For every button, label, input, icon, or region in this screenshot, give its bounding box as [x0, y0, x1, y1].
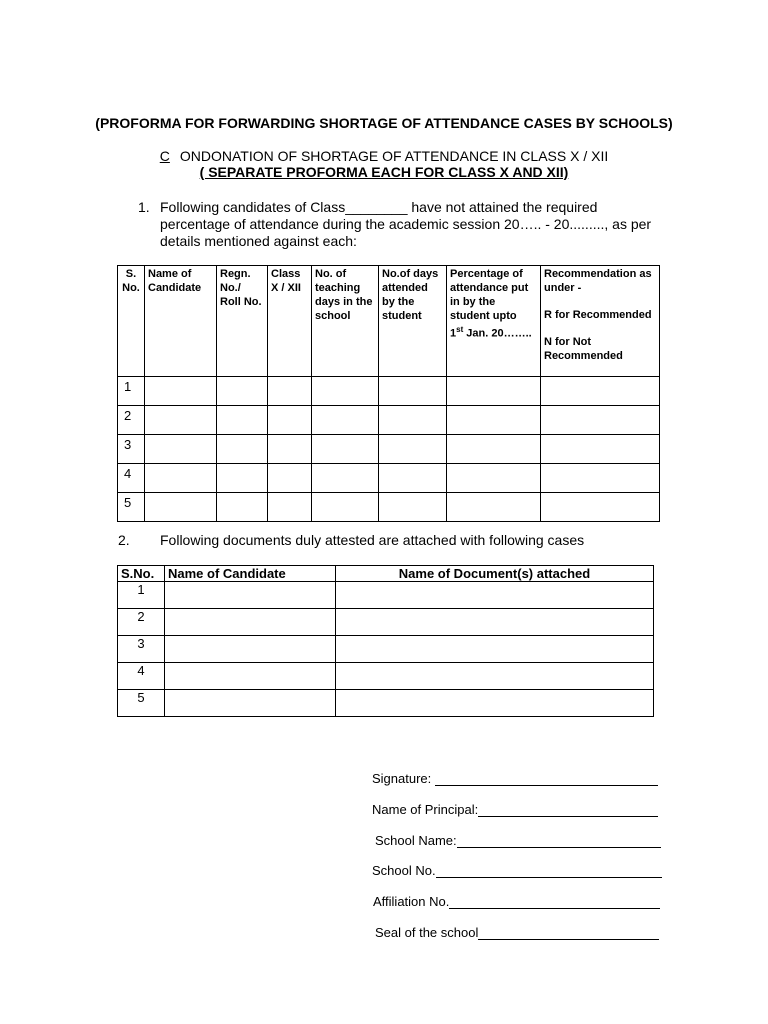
table-row: 3 — [118, 435, 660, 464]
table-row: 2 — [118, 406, 660, 435]
principal-label: Name of Principal: — [372, 802, 479, 817]
school-no-field — [372, 863, 662, 878]
section-2-number: 2. — [118, 532, 130, 548]
attendance-table — [117, 265, 660, 522]
seal-field — [375, 925, 659, 940]
document-subtitle-2: ( SEPARATE PROFORMA EACH FOR CLASS X AND XII) — [199, 164, 569, 180]
section-1-text: Following candidates of Class________ have not attained the required percentage of attendance during the academic session 20….. - 20........., as per details mentioned against each: — [160, 199, 652, 249]
col-percentage-label: Percentage of attendance put in by the student upto — [450, 268, 529, 322]
col-teaching-days: No. of teaching days in the school — [312, 266, 379, 377]
table-row: 1 — [118, 582, 654, 609]
table-row: 4 — [118, 464, 660, 493]
school-no-line[interactable] — [436, 865, 662, 878]
principal-field — [372, 802, 658, 817]
signature-field — [372, 771, 658, 786]
col-recommendation-label: Recommendation as under - — [544, 268, 652, 294]
school-name-label: School Name: — [375, 833, 457, 848]
seal-label: Seal of the school — [375, 925, 479, 940]
col-percentage-date: 1st Jan. 20…….. — [450, 325, 532, 340]
col-recommendation — [541, 266, 660, 377]
school-no-label: School No. — [372, 863, 436, 878]
col-candidate-name: Name of Candidate — [145, 266, 217, 377]
signature-label: Signature: — [372, 771, 432, 786]
recommended-key: R for Recommended — [544, 309, 652, 321]
table-row: 5 — [118, 690, 654, 717]
table-row: 2 — [118, 609, 654, 636]
affiliation-label: Affiliation No. — [373, 894, 450, 909]
section-1-number: 1. — [138, 199, 150, 215]
school-name-field — [375, 833, 661, 848]
table-row: 3 — [118, 636, 654, 663]
documents-table — [117, 565, 654, 717]
col-regn-no: Regn. No./ Roll No. — [217, 266, 268, 377]
col-days-attended: No.of days attended by the student — [379, 266, 447, 377]
subtitle-text: ONDONATION OF SHORTAGE OF ATTENDANCE IN CLASS X / XII — [179, 148, 609, 164]
col-class: Class X / XII — [268, 266, 312, 377]
col-sno: S.No. — [118, 566, 165, 582]
subtitle-initial: C — [159, 148, 170, 164]
table-row: 4 — [118, 663, 654, 690]
documents-table-header — [118, 566, 654, 582]
affiliation-field — [373, 894, 660, 909]
col-candidate-name: Name of Candidate — [165, 566, 336, 582]
school-name-line[interactable] — [457, 835, 661, 848]
seal-line[interactable] — [478, 927, 659, 940]
not-recommended-key: N for Not Recommended — [544, 336, 623, 362]
affiliation-line[interactable] — [449, 896, 660, 909]
attendance-table-header — [118, 266, 660, 377]
principal-line[interactable] — [478, 804, 658, 817]
document-subtitle — [0, 148, 768, 164]
signature-line[interactable] — [435, 773, 658, 786]
table-row: 5 — [118, 493, 660, 522]
document-title: (PROFORMA FOR FORWARDING SHORTAGE OF ATTENDANCE CASES BY SCHOOLS) — [95, 115, 673, 131]
col-percentage — [447, 266, 541, 377]
table-row: 1 — [118, 377, 660, 406]
section-2-text: Following documents duly attested are attached with following cases — [160, 532, 585, 548]
col-documents: Name of Document(s) attached — [336, 566, 654, 582]
col-sno: S. No. — [118, 266, 145, 377]
